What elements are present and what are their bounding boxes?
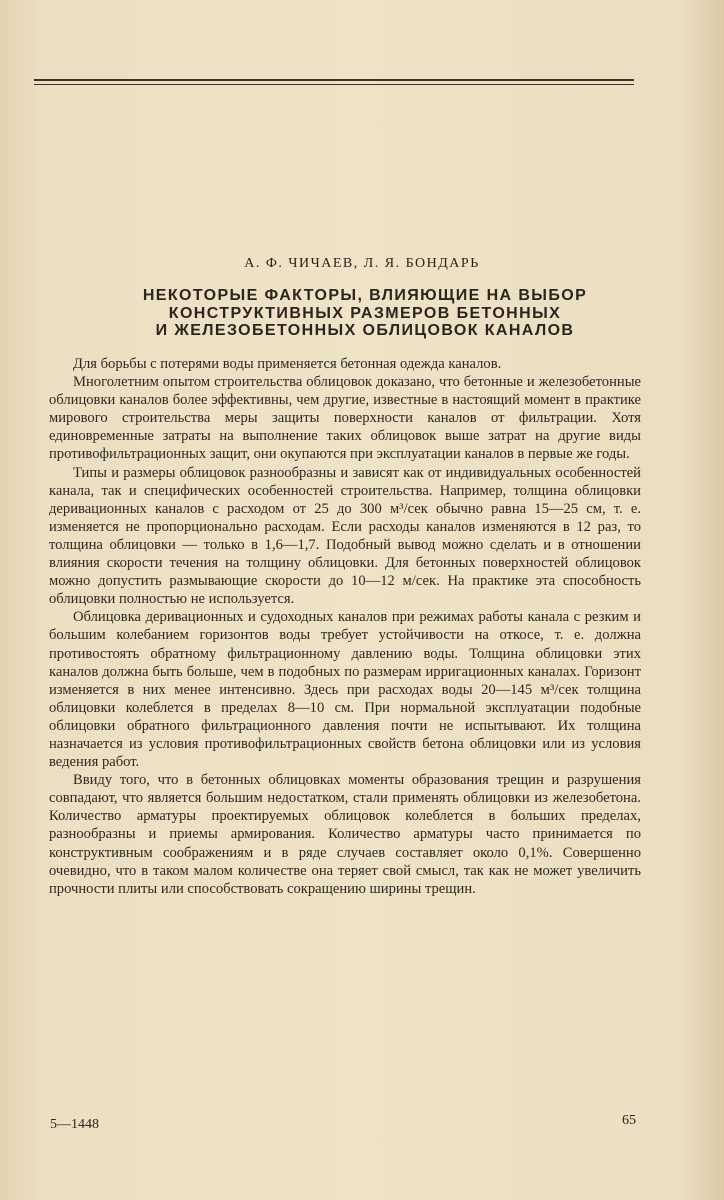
authors: А. Ф. ЧИЧАЕВ, Л. Я. БОНДАРЬ bbox=[244, 256, 480, 271]
paragraph-4: Облицовка деривационных и судоходных каналов при режимах работы канала с резким и большим колебанием горизонтов воды требует устойчивости на откосе, т. е. должна противостоять обратному фильтрационному давлению воды. Толщина облицовки этих каналов должна быть больше, чем в подобных по размерам ирригационных каналах. Горизонт изменяется в них менее интенсивно. Здесь при расходах воды 20—145 м³/сек толщина облицовки колеблется в пределах 8—10 см. При нормальной эксплуатации подобные облицовки обратного фильтрационного давления почти не испытывают. Их толщина назначается из условия противофильтрационных свойств бетона облицовки или из условия ведения работ. bbox=[49, 609, 641, 771]
paragraph-2: Многолетним опытом строительства облицовок доказано, что бетонные и железобетонные облицовки каналов более эффективны, чем другие, известные в настоящий момент в практике мирового строительства меры защиты поверхности каналов от фильтрации. Хотя единовременные затраты на выполнение таких облицовок выше затрат на другие виды противофильтрационных защит, они окупаются при эксплуатации каналов в первые же годы. bbox=[49, 374, 641, 463]
header-rule-thin bbox=[34, 84, 634, 85]
header-rule-thick bbox=[34, 79, 634, 81]
title-line-1: НЕКОТОРЫЕ ФАКТОРЫ, ВЛИЯЮЩИЕ НА ВЫБОР bbox=[142, 287, 588, 304]
article-title bbox=[60, 287, 670, 340]
title-line-3: И ЖЕЛЕЗОБЕТОННЫХ ОБЛИЦОВОК КАНАЛОВ bbox=[155, 322, 575, 339]
paragraph-1: Для борьбы с потерями воды применяется бетонная одежда каналов. bbox=[73, 356, 502, 372]
paragraph-3: Типы и размеры облицовок разнообразны и зависят как от индивидуальных особенностей канала, так и специфических особенностей строительства. Например, толщина облицовки деривационных каналов с расходом от 25 до 300 м³/сек обычно равна 15—25 см, т. е. изменяется не пропорционально расходам. Если расходы каналов изменяются в 12 раз, то толщина облицовки — только в 1,6—1,7. Подобный вывод можно сделать и в отношении влияния скорости течения на толщину облицовки. Для бетонных поверхностей облицовок можно допустить размывающие скорости до 10—12 м/сек. На практике эта способность облицовки полностью не используется. bbox=[49, 464, 641, 608]
signature-mark: 5—1448 bbox=[50, 1117, 99, 1132]
article-body bbox=[49, 355, 641, 898]
title-line-2: КОНСТРУКТИВНЫХ РАЗМЕРОВ БЕТОННЫХ bbox=[168, 304, 562, 322]
paragraph-5: Ввиду того, что в бетонных облицовках моменты образования трещин и разрушения совпадают, что является большим недостатком, стали применять облицовки из железобетона. Количество арматуры проектируемых облицовок колеблется в больших пределах, разнообразны и приемы армирования. Количество арматуры часто принимается по конструктивным соображениям и в ряде случаев составляет около 0,1%. Совершенно очевидно, что в таком малом количестве она теряет свой смысл, так как не может увеличить прочности плиты или способствовать сокращению ширины трещин. bbox=[49, 772, 641, 897]
page-number: 65 bbox=[622, 1113, 636, 1128]
